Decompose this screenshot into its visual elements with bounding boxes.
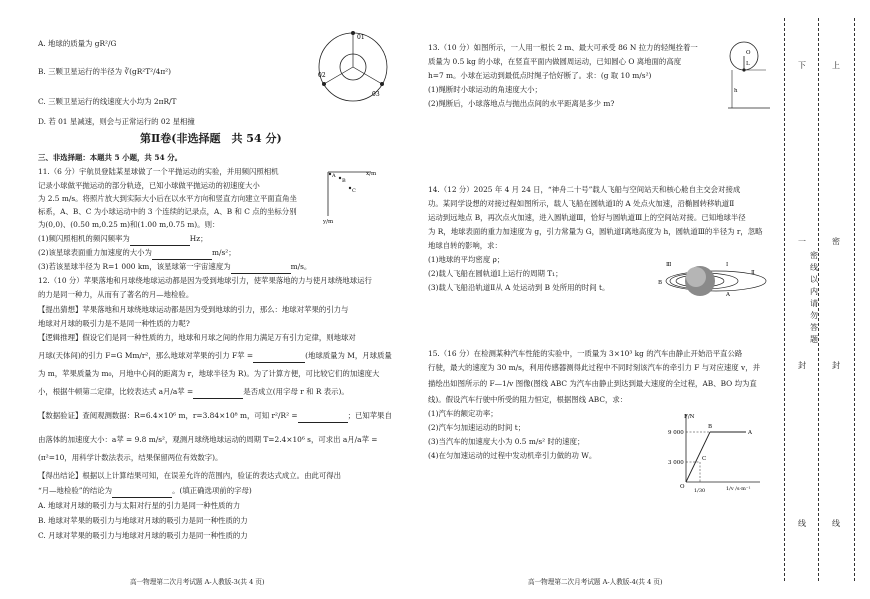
- graph-point: O: [680, 484, 685, 490]
- strip-char: 封: [798, 361, 806, 370]
- q15-line: (3)当汽车的加速度大小为 0.5 m/s² 时的速度；: [428, 437, 585, 446]
- satellite-diagram: [316, 30, 390, 104]
- orbit-label: A: [726, 292, 730, 298]
- q14-line: (2)载人飞船在圆轨道Ⅰ上运行的周期 T₁；: [428, 269, 563, 278]
- q13-line: (1)绳断时小球运动的角速度大小；: [428, 85, 542, 94]
- strip-char: 答: [810, 323, 818, 332]
- q13-line: 质量为 0.5 kg 的小球，在竖直平面内做圆周运动，已知圆心 O 离地面的高度: [428, 57, 682, 66]
- q14-line: (3)载人飞船沿轨道Ⅱ从 A 处运动到 B 处所用的时间 t。: [428, 283, 610, 292]
- point-label: C: [352, 188, 356, 194]
- q11-sub2: [38, 247, 236, 260]
- section-title: 第Ⅱ卷(非选择题 共 54 分): [140, 132, 282, 145]
- unit: m/s²；: [211, 248, 236, 257]
- orbit-label: Ⅱ: [751, 270, 755, 276]
- q12-line: 【提出猜想】苹果落地和月球绕地球运动都是因为受到地球的引力，那么：地球对苹果的引力与: [38, 305, 349, 314]
- option-a: A. 地球的质量为 gR²/G: [38, 39, 117, 48]
- answer-blank[interactable]: [112, 489, 172, 498]
- diagram-label: O: [746, 50, 751, 56]
- diagram-label: L: [746, 61, 750, 67]
- q12-line: (π²=10，用科学计数法表示，结果保留两位有效数字)。: [38, 453, 223, 462]
- q15-line: 线)。假设汽车行驶中所受的阻力恒定，根据图线 ABC，求：: [428, 395, 628, 404]
- strip-char: 线: [810, 263, 818, 272]
- strip-char: 线: [798, 519, 806, 528]
- q12-line: [38, 350, 392, 363]
- q12-line: [38, 410, 392, 423]
- orbit-diagram: [656, 254, 768, 308]
- q11-sub2-text: (2)该星球表面重力加速度的大小为: [38, 248, 152, 257]
- q12-line: 12.（10 分）苹果落地和月球绕地球运动都是因为受到地球引力，使苹果落地的力与使月球绕地球运行: [38, 276, 372, 285]
- q11-sub3-text: (3)若该星球半径为 R=1 000 km，该星球第一宇宙速度为: [38, 262, 231, 271]
- left-footer: 高一物理第二次月考试题 A-人教版-3(共 4 页): [130, 578, 265, 586]
- q12-line: 为 m，苹果质量为 m₀，月地中心间的距离为 r，地球半径为 R)。为了计算方便，可比较它们的加速度大: [38, 369, 380, 378]
- q11-line: 标系，A、B、C 为小球运动中的 3 个连续的记录点，A、B 和 C 点的坐标分别: [38, 207, 297, 216]
- answer-blank[interactable]: [231, 265, 291, 274]
- q12-text: “月—地检验”的结论为: [38, 486, 113, 495]
- q12-tail: 。(填正确选项前的字母): [172, 486, 252, 495]
- q11-sub1-text: (1)频闪照相机的频闪频率为: [38, 234, 130, 243]
- q11-line: 为(0,0)、(0.50 m,0.25 m)和(1.00 m,0.75 m)。则：: [38, 220, 220, 229]
- orbit-label: B: [658, 280, 663, 286]
- graph-xtick: 1/30: [694, 488, 706, 494]
- q12-line: 由落体的加速度大小：a苹 = 9.8 m/s²，观测月球绕地球运动的周期 T=2.4×10⁶ s，可求出 a月/a苹 =: [38, 435, 378, 444]
- q11-sub1: [38, 233, 208, 246]
- q12-text: 小，根据牛顿第二定律，比较表达式 a月/a苹 =: [38, 387, 194, 396]
- orbit-label: Ⅲ: [666, 262, 672, 268]
- q12-line: 【得出结论】根据以上计算结果可知，在误差允许的范围内，验证的表达式成立。由此可得出: [38, 471, 342, 480]
- strip-char: 以: [810, 275, 818, 284]
- unit: m/s。: [290, 262, 312, 271]
- strip-char: 密: [832, 237, 840, 246]
- q12-line: [38, 386, 349, 399]
- q13-line: 13.（10 分）如图所示，一人用一根长 2 m、最大可承受 86 N 拉力的轻绳拴着一: [428, 43, 698, 52]
- graph-xlabel: 1/v /s·m⁻¹: [726, 486, 751, 492]
- q12-text: 月球(天体间)的引力 F=G Mm/r²，那么地球对苹果的引力 F苹 =: [38, 351, 254, 360]
- right-footer: 高一物理第二次月考试题 A-人教版-4(共 4 页): [528, 578, 663, 586]
- q15-line: 行驶，最大的速度为 30 m/s，利用传感器测得此过程中不同时刻该汽车的牵引力 F 与对应速度 v，并: [428, 363, 760, 372]
- graph-ylabel: F/N: [684, 414, 695, 420]
- sat-label: 01: [357, 34, 365, 41]
- q12-option-a: A. 地球对月球的吸引力与太阳对行星的引力是同一种性质的力: [38, 501, 241, 510]
- graph-ytick: 9 000: [668, 430, 684, 436]
- orbit-label: Ⅰ: [726, 262, 729, 268]
- q11-sub3: [38, 261, 311, 274]
- q12-line: 的力是同一种力，从而有了著名的月—地检验。: [38, 290, 194, 299]
- unit: Hz；: [189, 234, 208, 243]
- q11-line: 记录小球做平抛运动的部分轨迹，已知小球做平抛运动的初速度大小: [38, 181, 260, 190]
- strip-char: 一: [798, 237, 806, 246]
- strip-char: 线: [832, 519, 840, 528]
- graph-point: A: [748, 430, 752, 436]
- q13-line: h=7 m。小球在运动到最低点时绳子恰好断了。求：(g 取 10 m/s²): [428, 71, 652, 80]
- q12-text: 【数据验证】查阅观测数据：R=6.4×10⁶ m，r=3.84×10⁸ m，可知 r²/R² =: [38, 411, 298, 420]
- q12-line: 地球对月球的吸引力是不是同一种性质的力呢?: [38, 319, 190, 328]
- answer-blank[interactable]: [130, 237, 190, 246]
- q15-line: 描绘出如图所示的 F—1/v 图像(图线 ABC 为汽车由静止到达到最大速度的全过程，AB、BO 均为直: [428, 379, 757, 388]
- q11-line: 为 2.5 m/s。将照片放大到实际大小后在以水平方向和竖直方向建立平面直角坐: [38, 194, 297, 203]
- graph-point: C: [702, 456, 707, 462]
- q14-line: 功。某同学设想的对接过程如图所示，载人飞船在圆轨道Ⅰ的 A 处点火加速，沿椭圆转移轨道Ⅱ: [428, 199, 735, 208]
- section-subtitle: 三、非选择题：本题共 5 小题，共 54 分。: [38, 153, 182, 162]
- q13-line: (2)绳断后，小球落地点与抛出点间的水平距离是多少 m?: [428, 99, 615, 108]
- point-label: B: [342, 178, 346, 184]
- sat-label: 02: [318, 72, 326, 79]
- graph-point: B: [708, 424, 713, 430]
- graph-ytick: 3 000: [668, 460, 684, 466]
- projectile-axes: [322, 166, 378, 226]
- q12-option-c: C. 月球对苹果的吸引力与地球对月球的吸引力是同一种性质的力: [38, 531, 248, 540]
- sat-label: 03: [372, 91, 380, 98]
- q14-line: (1)地球的平均密度 ρ；: [428, 255, 505, 264]
- axis-label: y/m: [323, 219, 334, 225]
- pendulum-diagram: [728, 36, 772, 112]
- dashed-line: [784, 18, 785, 581]
- q12-tail: (地球质量为 M，月球质量: [305, 351, 392, 360]
- q12-tail: 是否成立(用字母 r 和 R 表示)。: [243, 387, 349, 396]
- strip-char: 下: [798, 61, 806, 70]
- q14-line: 14.（12 分）2025 年 4 月 24 日，“神舟二十号”载人飞船与空间站天和核心舱自主交会对接成: [428, 185, 741, 194]
- strip-char: 密: [810, 251, 818, 260]
- q12-line: 【逻辑推理】假设它们是同一种性质的力，地球和月球之间的作用力满足万有引力定律，则地球对: [38, 333, 356, 342]
- strip-char: 勿: [810, 311, 818, 320]
- dashed-line: [818, 18, 819, 581]
- diagram-label: h: [734, 88, 738, 94]
- strip-char: 内: [810, 287, 818, 296]
- q14-line: 地球自转的影响，求：: [428, 241, 502, 250]
- answer-blank[interactable]: [298, 414, 348, 423]
- option-d: D. 若 01 星减速，则会与正常运行的 02 星相撞: [38, 117, 195, 126]
- answer-blank[interactable]: [253, 354, 305, 363]
- strip-char: 题: [810, 335, 818, 344]
- strip-char: 上: [832, 61, 840, 70]
- answer-blank[interactable]: [193, 390, 243, 399]
- strip-char: 请: [810, 299, 818, 308]
- dashed-line: [854, 18, 855, 581]
- q11-line: 11.（6 分）宇航员登陆某星球做了一个平抛运动的实验，并用频闪照相机: [38, 167, 279, 176]
- option-b: B. 三颗卫星运行的半径为 ∛(gR²T²/4π²): [38, 67, 172, 76]
- q12-line: [38, 485, 252, 498]
- q15-line: (4)在匀加速运动的过程中发动机牵引力做的功 W。: [428, 451, 597, 460]
- point-label: A: [332, 173, 336, 179]
- force-graph: [668, 410, 768, 496]
- q15-line: (1)汽车的额定功率；: [428, 409, 498, 418]
- q15-line: (2)汽车匀加速运动的时间 t；: [428, 423, 526, 432]
- strip-char: 封: [832, 361, 840, 370]
- q12-option-b: B. 地球对苹果的吸引力与地球对月球的吸引力是同一种性质的力: [38, 516, 248, 525]
- option-c: C. 三颗卫星运行的线速度大小均为 2πR/T: [38, 97, 177, 106]
- q12-tail: ；已知苹果自: [347, 411, 392, 420]
- q14-line: 为 R，地球表面的重力加速度为 g，引力常量为 G，圆轨道Ⅰ离地高度为 h，圆轨道Ⅲ的半径为 r，忽略: [428, 227, 763, 236]
- axis-label: x/m: [366, 171, 377, 177]
- answer-blank[interactable]: [152, 251, 212, 260]
- q15-line: 15.（16 分）在检测某种汽车性能的实验中，一质量为 3×10³ kg 的汽车由静止开始沿平直公路: [428, 349, 743, 358]
- q14-line: 运动到远地点 B，再次点火加速，进入圆轨道Ⅲ，恰好与圆轨道Ⅲ上的空间站对接。已知地球半径: [428, 213, 746, 222]
- binding-strip: [770, 0, 870, 599]
